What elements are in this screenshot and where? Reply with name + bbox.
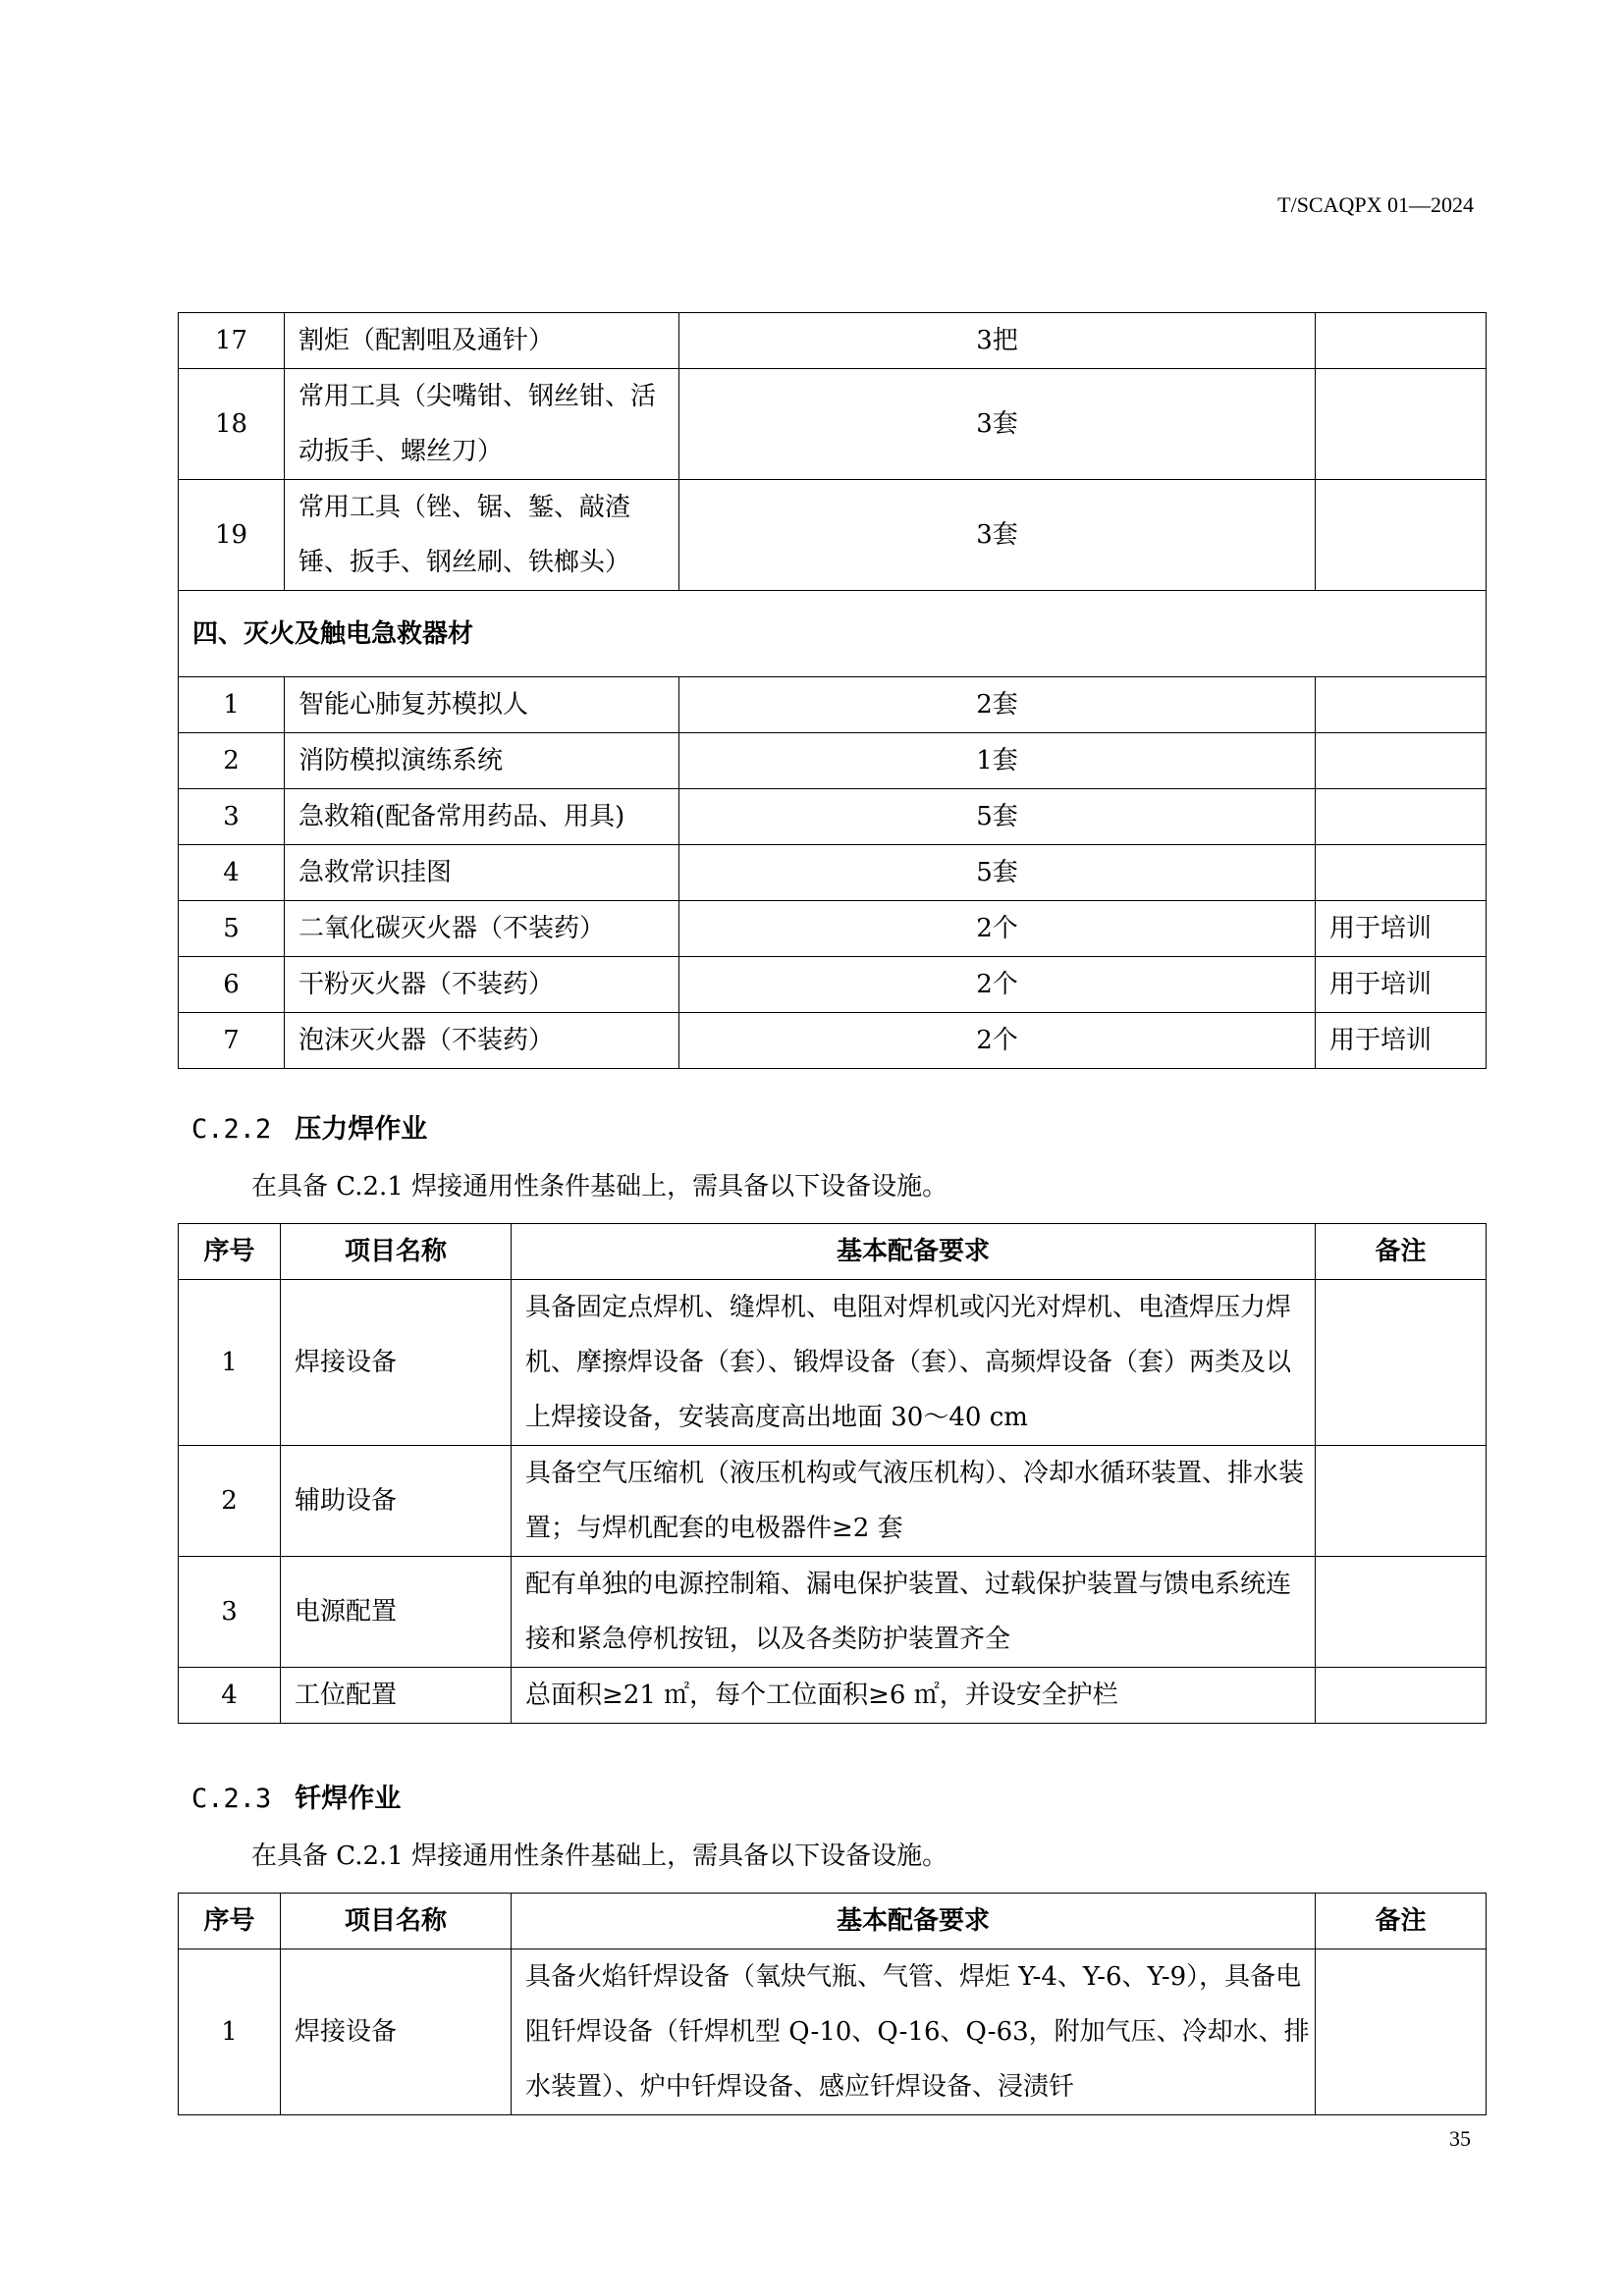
row-number: 1 [179,1949,281,2115]
item-requirement: 具备火焰钎焊设备（氧炔气瓶、气管、焊炬 Y-4、Y-6、Y-9），具备电阻钎焊设备（钎焊机型 Q-10、Q-16、Q-63，附加气压、冷却水、排水装置）、炉中钎焊设备、感应钎焊设备、浸渍钎 [512,1949,1316,2115]
table-header-row [179,1894,1487,1949]
item-note [1316,845,1487,901]
item-quantity: 1套 [679,733,1316,789]
section-row [179,591,1487,677]
item-requirement: 具备空气压缩机（液压机构或气液压机构）、冷却水循环装置、排水装置；与焊机配套的电极器件≥2 套 [512,1446,1316,1557]
row-number: 1 [179,1280,281,1446]
header-name: 项目名称 [281,1894,512,1949]
header-no: 序号 [179,1894,281,1949]
item-name: 焊接设备 [281,1949,512,2115]
header-name: 项目名称 [281,1224,512,1280]
table-row [179,1949,1487,2115]
section-title: 压力焊作业 [295,1114,428,1145]
table-row [179,733,1487,789]
row-number: 19 [179,480,285,591]
table-row [179,789,1487,845]
item-quantity: 3把 [679,313,1316,369]
item-note [1316,1949,1487,2115]
header-no: 序号 [179,1224,281,1280]
header-note: 备注 [1316,1224,1487,1280]
section-intro: 在具备 C.2.1 焊接通用性条件基础上，需具备以下设备设施。 [251,1842,948,1871]
item-quantity: 5套 [679,845,1316,901]
item-name: 消防模拟演练系统 [285,733,679,789]
table-row [179,313,1487,369]
document-code: T/SCAQPX 01—2024 [1277,192,1474,217]
row-number: 3 [179,1557,281,1668]
item-requirement: 具备固定点焊机、缝焊机、电阻对焊机或闪光对焊机、电渣焊压力焊机、摩擦焊设备（套）、锻焊设备（套）、高频焊设备（套）两类及以上焊接设备，安装高度高出地面 30～40 cm [512,1280,1316,1446]
row-number: 2 [179,733,285,789]
row-number: 3 [179,789,285,845]
table-row [179,901,1487,957]
table-row [179,1557,1487,1668]
item-note [1316,313,1487,369]
item-note [1316,789,1487,845]
section-title: 四、灭火及触电急救器材 [179,591,1487,677]
row-number: 18 [179,369,285,480]
section-number: C.2.3 [191,1784,272,1814]
table-row [179,957,1487,1013]
item-quantity: 2个 [679,957,1316,1013]
row-number: 17 [179,313,285,369]
item-note [1316,1280,1487,1446]
table-row [179,1280,1487,1446]
table-header-row [179,1224,1487,1280]
item-name: 急救常识挂图 [285,845,679,901]
item-name: 干粉灭火器（不装药） [285,957,679,1013]
section-heading-c23 [191,1777,401,1815]
row-number: 4 [179,1668,281,1724]
item-name: 常用工具（锉、锯、錾、敲渣锤、扳手、钢丝刷、铁榔头） [285,480,679,591]
item-note [1316,677,1487,733]
item-name: 电源配置 [281,1557,512,1668]
section-heading-c22 [191,1107,427,1146]
item-quantity: 5套 [679,789,1316,845]
table-row [179,480,1487,591]
item-name: 泡沫灭火器（不装药） [285,1013,679,1069]
item-quantity: 3套 [679,369,1316,480]
item-note [1316,369,1487,480]
item-quantity: 2个 [679,901,1316,957]
item-quantity: 2套 [679,677,1316,733]
page-number: 35 [1449,2126,1471,2151]
header-note: 备注 [1316,1894,1487,1949]
table-row [179,369,1487,480]
header-requirement: 基本配备要求 [512,1894,1316,1949]
section-title: 钎焊作业 [295,1784,402,1814]
table-row [179,1668,1487,1724]
table-row [179,1446,1487,1557]
row-number: 5 [179,901,285,957]
item-name: 焊接设备 [281,1280,512,1446]
section-intro: 在具备 C.2.1 焊接通用性条件基础上，需具备以下设备设施。 [251,1172,948,1201]
item-name: 常用工具（尖嘴钳、钢丝钳、活动扳手、螺丝刀） [285,369,679,480]
item-note [1316,733,1487,789]
item-note [1316,1668,1487,1724]
item-name: 智能心肺复苏模拟人 [285,677,679,733]
section-number: C.2.2 [191,1114,272,1145]
table-row [179,1013,1487,1069]
item-requirement: 总面积≥21 ㎡，每个工位面积≥6 ㎡，并设安全护栏 [512,1668,1316,1724]
header-requirement: 基本配备要求 [512,1224,1316,1280]
item-name: 工位配置 [281,1668,512,1724]
item-note [1316,1557,1487,1668]
table-row [179,677,1487,733]
table-row [179,845,1487,901]
item-note [1316,1446,1487,1557]
item-quantity: 2个 [679,1013,1316,1069]
item-note: 用于培训 [1316,1013,1487,1069]
row-number: 6 [179,957,285,1013]
item-quantity: 3套 [679,480,1316,591]
brazing-table [178,1893,1487,2115]
item-name: 二氧化碳灭火器（不装药） [285,901,679,957]
equipment-table-continued [178,312,1487,1069]
item-note [1316,480,1487,591]
row-number: 1 [179,677,285,733]
row-number: 4 [179,845,285,901]
item-requirement: 配有单独的电源控制箱、漏电保护装置、过载保护装置与馈电系统连接和紧急停机按钮，以及各类防护装置齐全 [512,1557,1316,1668]
row-number: 7 [179,1013,285,1069]
item-note: 用于培训 [1316,901,1487,957]
item-note: 用于培训 [1316,957,1487,1013]
item-name: 割炬（配割咀及通针） [285,313,679,369]
row-number: 2 [179,1446,281,1557]
item-name: 急救箱(配备常用药品、用具) [285,789,679,845]
item-name: 辅助设备 [281,1446,512,1557]
pressure-welding-table [178,1223,1487,1724]
